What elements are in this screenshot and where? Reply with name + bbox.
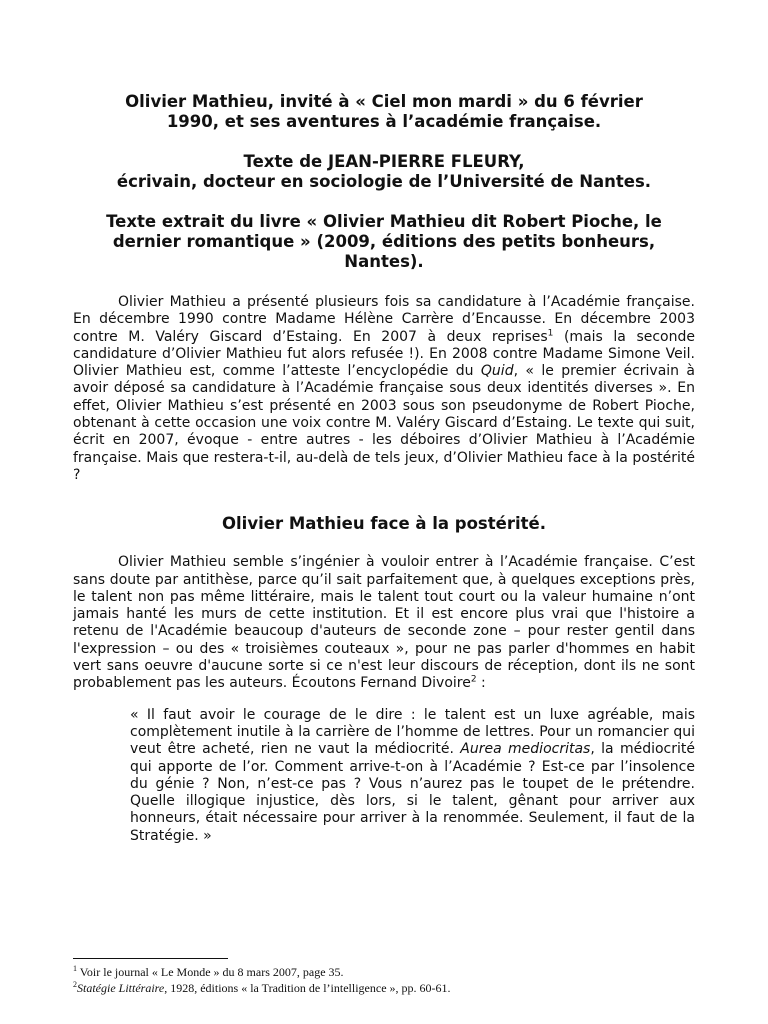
document-page [73,92,695,845]
footnote-text: Voir le journal « Le Monde » du 8 mars 2007, page 35. [77,965,344,979]
section-text-2: : [476,675,486,692]
document-title [73,92,695,132]
author-credit [73,152,695,192]
footnote-number: 1 [73,964,77,973]
intro-text-1: Olivier Mathieu a présenté plusieurs fois sa candidature à l’Académie française. En décembre 1990 contre Madame Hélène Carrère d’Encausse. En décembre 2003 contre M. Valéry Giscard d’Estaing. En 2007 à deux reprises [73,294,695,345]
quote-text-2: , la médiocrité qui apporte de l’or. Comment arrive-t-on à l’Académie ? Est-ce par l’insolence du génie ? Non, n’est-ce pas ? Vous n’aurez pas le toupet de le prétendre. Quelle illogique injustice, dès lors, si le talent, gênant pour arriver aux honneurs, était nécessaire pour arriver à la renommée. Seulement, il faut de la Stratégie. » [130,741,695,844]
footnote-1 [73,964,695,980]
source-note [73,212,695,272]
quote-text-1: « Il faut avoir le courage de le dire : le talent est un luxe agréable, mais complètement inutile à la carrière de l’homme de lettres. Pour un romancier qui veut être acheté, rien ne vaut la médiocrité. [130,706,695,758]
footnote-ref-1: 1 [547,327,554,338]
intro-paragraph [73,294,695,484]
footnote-number: 2 [73,980,77,989]
footnote-book-title: Statégie Littéraire [77,981,165,995]
intro-text-3: , « le premier écrivain à avoir déposé sa candidature à l’Académie française sous deux identités diverses ». En effet, Olivier Mathieu s’est présenté en 2003 sous son pseudonyme de Robert Pioche, obtenant à cette occasion une voix contre M. Valéry Giscard d’Estaing. Le texte qui suit, écrit en 2007, évoque - entre autres - les déboires d’Olivier Mathieu à l’Académie française. Mais que restera-t-il, au-delà de tels jeux, d’Olivier Mathieu face à la postérité ? [73,363,695,483]
source-line-3: Nantes). [344,252,424,271]
footnote-ref-2: 2 [470,674,477,685]
author-line-1: Texte de JEAN-PIERRE FLEURY, [243,152,525,171]
footnotes [73,958,695,996]
footnote-text: , 1928, éditions « la Tradition de l’intelligence », pp. 60-61. [164,981,451,995]
title-line-1: Olivier Mathieu, invité à « Ciel mon mardi » du 6 février [125,92,643,111]
block-quote [130,707,695,845]
section-heading: Olivier Mathieu face à la postérité. [222,514,546,534]
section-paragraph [73,554,695,692]
author-line-2: écrivain, docteur en sociologie de l’Université de Nantes. [116,172,652,191]
title-line-2: 1990, et ses aventures à l’académie française. [166,112,602,131]
footnote-separator [73,958,228,959]
footnote-2 [73,980,695,996]
quote-latin-phrase: Aurea mediocritas [460,741,591,758]
quid-reference: Quid [480,363,514,380]
source-line-1: Texte extrait du livre « Olivier Mathieu dit Robert Pioche, le [106,212,662,231]
intro-text-2: (mais la seconde candidature d’Olivier Mathieu fut alors refusée !). En 2008 contre Madame Simone Veil. Olivier Mathieu est, comme l’atteste l’encyclopédie du [73,328,695,380]
section-text-1: Olivier Mathieu semble s’ingénier à vouloir entrer à l’Académie française. C’est sans doute par antithèse, parce qu’il sait parfaitement que, à quelques exceptions près, le talent non pas même littéraire, mais le talent tout court ou la valeur humaine n’ont jamais hanté les murs de cette institution. Et il est encore plus vrai que l'histoire a retenu de l'Académie beaucoup d'auteurs de seconde zone – pour rester gentil dans l'expression – ou des « troisièmes couteaux », pour ne pas parler d'hommes en habit vert sans oeuvre d'aucune sorte si ce n'est leur discours de réception, dont ils ne sont probablement pas les auteurs. Écoutons Fernand Divoire [73,554,695,692]
source-line-2: dernier romantique » (2009, éditions des petits bonheurs, [112,232,656,251]
